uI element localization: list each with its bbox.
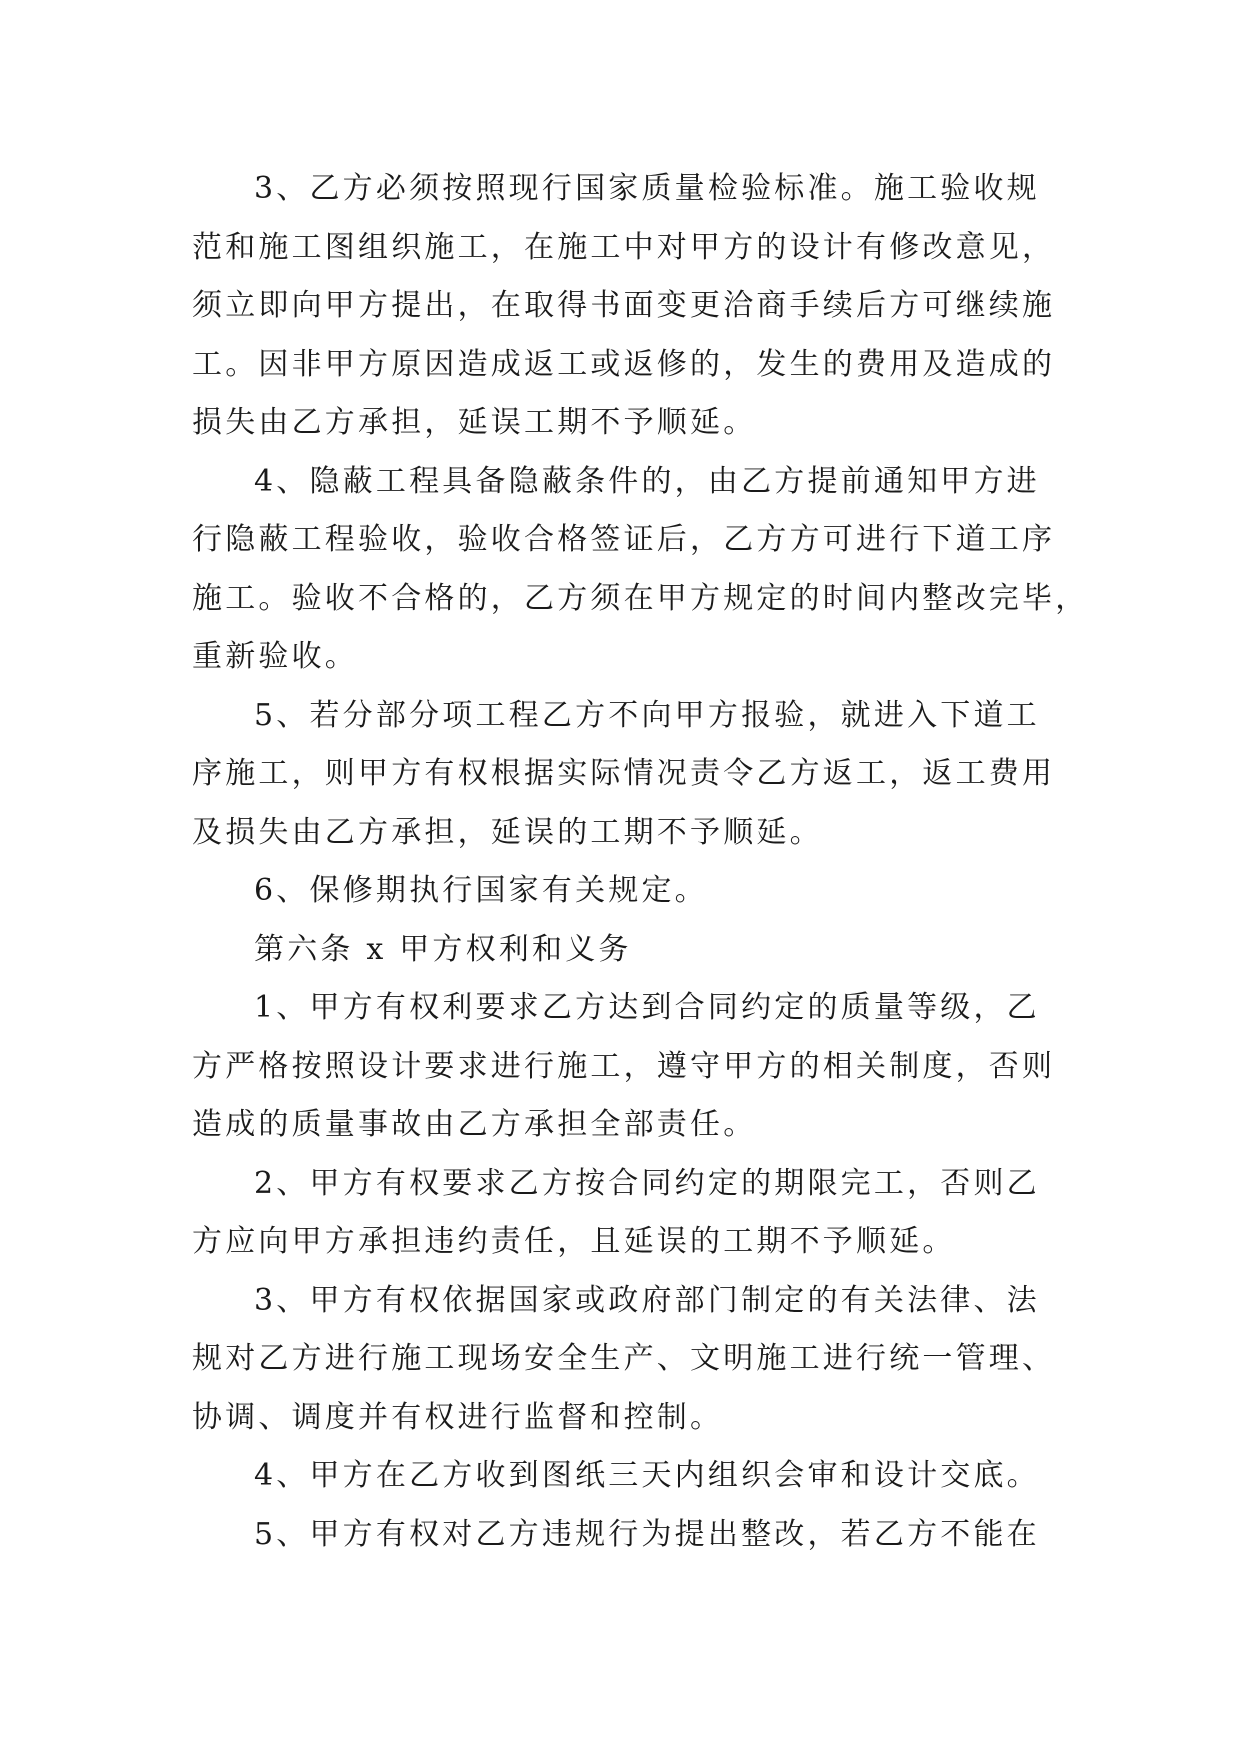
- text-line: 5、甲方有权对乙方违规行为提出整改，若乙方不能在: [254, 1516, 1040, 1552]
- text-line: 3、甲方有权依据国家或政府部门制定的有关法律、法: [254, 1282, 1040, 1318]
- text-line: 须立即向甲方提出，在取得书面变更洽商手续后方可继续施: [192, 288, 1056, 323]
- text-line: 4、隐蔽工程具备隐蔽条件的，由乙方提前通知甲方进: [254, 463, 1040, 499]
- text-line: 2、甲方有权要求乙方按合同约定的期限完工，否则乙: [254, 1165, 1040, 1201]
- text-line: 3、乙方必须按照现行国家质量检验标准。施工验收规: [254, 171, 1040, 206]
- text-line: 重新验收。: [192, 639, 358, 674]
- text-line: 施工。验收不合格的，乙方须在甲方规定的时间内整改完毕，: [192, 580, 1089, 616]
- text-line: 4、甲方在乙方收到图纸三天内组织会审和设计交底。: [254, 1458, 1040, 1493]
- text-line: 方严格按照设计要求进行施工，遵守甲方的相关制度，否则: [192, 1048, 1056, 1084]
- text-line: 损失由乙方承担，延误工期不予顺延。: [192, 405, 757, 440]
- text-line: 规对乙方进行施工现场安全生产、文明施工进行统一管理、: [192, 1341, 1056, 1376]
- text-line: 5、若分部分项工程乙方不向甲方报验，就进入下道工: [254, 697, 1040, 733]
- text-line: 1、甲方有权利要求乙方达到合同约定的质量等级，乙: [254, 990, 1040, 1025]
- text-line: 行隐蔽工程验收，验收合格签证后，乙方方可进行下道工序: [192, 522, 1056, 557]
- text-line: 第六条 x 甲方权利和义务: [254, 931, 632, 967]
- contract-text: [192, 160, 1089, 1564]
- text-line: 协调、调度并有权进行监督和控制。: [192, 1399, 724, 1435]
- text-line: 方应向甲方承担违约责任，且延误的工期不予顺延。: [192, 1224, 956, 1259]
- text-line: 范和施工图组织施工，在施工中对甲方的设计有修改意见，: [192, 229, 1056, 265]
- text-line: 6、保修期执行国家有关规定。: [254, 873, 708, 908]
- text-line: 工。因非甲方原因造成返工或返修的，发生的费用及造成的: [192, 346, 1056, 382]
- text-line: 及损失由乙方承担，延误的工期不予顺延。: [192, 814, 823, 850]
- text-line: 序施工，则甲方有权根据实际情况责令乙方返工，返工费用: [192, 756, 1056, 791]
- text-line: 造成的质量事故由乙方承担全部责任。: [192, 1107, 757, 1142]
